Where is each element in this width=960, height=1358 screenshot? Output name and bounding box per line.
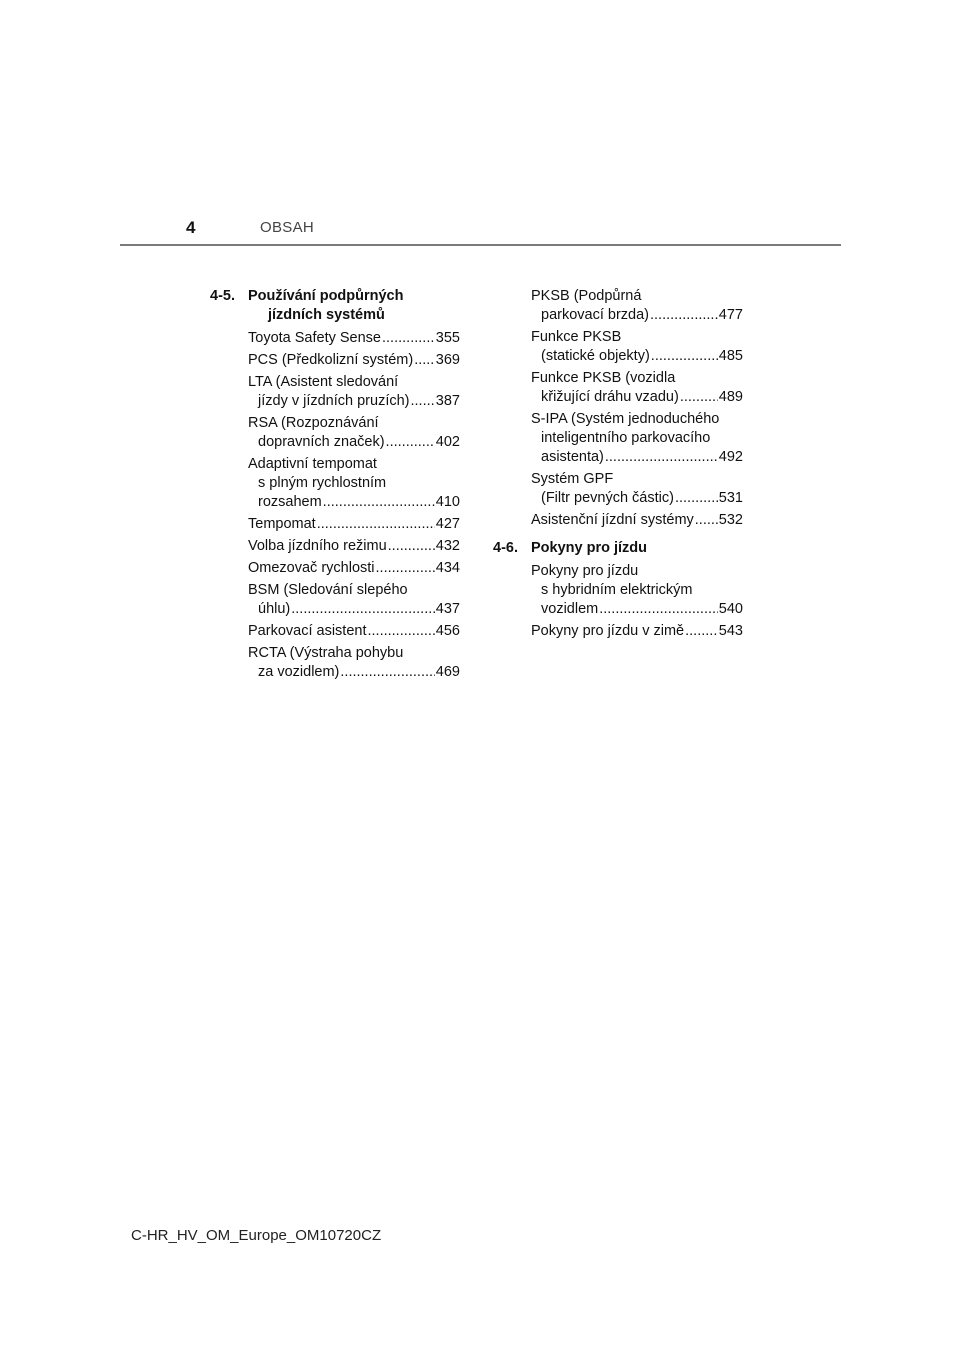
toc-entry-line: Adaptivní tempomat [248,456,377,472]
toc-entry-line: Systém GPF [531,471,614,487]
dot-leader [367,622,434,641]
toc-entry-title: parkovací brzda) [541,307,649,323]
toc-entry[interactable] [248,537,460,556]
toc-entry-title: Toyota Safety Sense [248,330,381,346]
toc-page-number: 437 [435,601,460,617]
toc-page-number: 540 [718,601,743,617]
running-head: OBSAH [260,219,315,236]
toc-entry-line: RSA (Rozpoznávání [248,415,379,431]
toc-entry-title: Parkovací asistent [248,623,367,639]
section-title: Pokyny pro jízdu [531,540,648,556]
dot-leader [599,600,718,619]
toc-entry-title: křižující dráhu vzadu) [541,389,679,405]
dot-leader [411,392,435,411]
toc-page-number: 456 [435,623,460,639]
page-number: 4 [186,218,196,237]
dot-leader [680,388,718,407]
toc-page-number: 369 [435,352,460,368]
section-title-line: Používání podpůrných [248,288,404,304]
toc-entry-title: rozsahem [258,494,322,510]
toc-entry-line: S-IPA (Systém jednoduchého [531,411,720,427]
toc-entry-title: asistenta) [541,449,604,465]
toc-entry-line: LTA (Asistent sledování [248,374,399,390]
dot-leader [650,306,718,325]
toc-page-number: 402 [435,434,460,450]
toc-entry[interactable] [531,511,743,530]
toc-right-column [493,287,743,644]
toc-entry-line: Pokyny pro jízdu [531,563,639,579]
toc-entry-line: PKSB (Podpůrná [531,288,642,304]
dot-leader [317,515,435,534]
toc-entries-continued [493,287,743,530]
toc-entry-title: dopravních značek) [258,434,385,450]
toc-entry-title: PCS (Předkolizní systém) [248,352,414,368]
toc-page-number: 387 [435,393,460,409]
toc-entry-line: Funkce PKSB [531,329,622,345]
toc-entry-title: Volba jízdního režimu [248,538,387,554]
dot-leader [340,663,434,682]
toc-entry[interactable] [248,622,460,641]
toc-entries [493,562,743,641]
toc-entry[interactable] [531,328,743,366]
toc-entry[interactable] [531,562,743,619]
toc-entry-title: Tempomat [248,516,316,532]
dot-leader [382,329,435,348]
section-number: 4-6. [493,540,518,556]
toc-entry[interactable] [248,644,460,682]
toc-entry[interactable] [248,329,460,348]
toc-page-number: 492 [718,449,743,465]
toc-entry-line: s plným rychlostním [258,475,387,491]
dot-leader [685,622,718,641]
dot-leader [386,433,435,452]
toc-page-number: 477 [718,307,743,323]
section-title-line: jízdních systémů [268,307,385,323]
dot-leader [414,351,435,370]
toc-entry[interactable] [248,351,460,370]
toc-entry-title: Pokyny pro jízdu v zimě [531,623,685,639]
toc-entry[interactable] [531,470,743,508]
toc-page-number: 434 [435,560,460,576]
toc-page-number: 355 [435,330,460,346]
toc-entry-title: úhlu) [258,601,291,617]
toc-page-number: 427 [435,516,460,532]
toc-entry[interactable] [531,622,743,641]
dot-leader [323,493,435,512]
toc-entry-line: s hybridním elektrickým [541,582,693,598]
toc-entry[interactable] [248,414,460,452]
toc-page-number: 531 [718,490,743,506]
toc-entry[interactable] [531,287,743,325]
dot-leader [605,448,718,467]
footer-doc-id: C-HR_HV_OM_Europe_OM10720CZ [131,1227,382,1244]
dot-leader [388,537,435,556]
toc-left-column [210,287,460,685]
toc-page-number: 543 [718,623,743,639]
section-number: 4-5. [210,288,235,304]
dot-leader [675,489,718,508]
toc-section-heading [210,287,460,325]
toc-entry[interactable] [248,373,460,411]
dot-leader [291,600,435,619]
toc-page-number: 410 [435,494,460,510]
toc-entry-title: (Filtr pevných částic) [541,490,674,506]
dot-leader [695,511,718,530]
toc-entry[interactable] [248,559,460,578]
toc-entry-title: za vozidlem) [258,664,340,680]
toc-entry-line: RCTA (Výstraha pohybu [248,645,404,661]
toc-entry[interactable] [248,581,460,619]
dot-leader [651,347,718,366]
toc-entries [210,329,460,682]
toc-page-number: 432 [435,538,460,554]
header-rule [120,244,841,246]
toc-entry-line: Funkce PKSB (vozidla [531,370,676,386]
toc-entry-title: vozidlem [541,601,599,617]
toc-entry-line: inteligentního parkovacího [541,430,711,446]
toc-entry-title: Omezovač rychlosti [248,560,375,576]
toc-entry[interactable] [248,455,460,512]
toc-entry-line: BSM (Sledování slepého [248,582,408,598]
toc-entry-title: jízdy v jízdních pruzích) [258,393,410,409]
toc-entry[interactable] [531,410,743,467]
dot-leader [376,559,435,578]
toc-page-number: 469 [435,664,460,680]
toc-page-number: 489 [718,389,743,405]
toc-entry-title: (statické objekty) [541,348,650,364]
toc-entry[interactable] [531,369,743,407]
toc-page-number: 485 [718,348,743,364]
toc-page-number: 532 [718,512,743,528]
toc-entry-title: Asistenční jízdní systémy [531,512,694,528]
section-title [248,287,460,325]
toc-section-heading [493,539,743,558]
toc-entry[interactable] [248,515,460,534]
